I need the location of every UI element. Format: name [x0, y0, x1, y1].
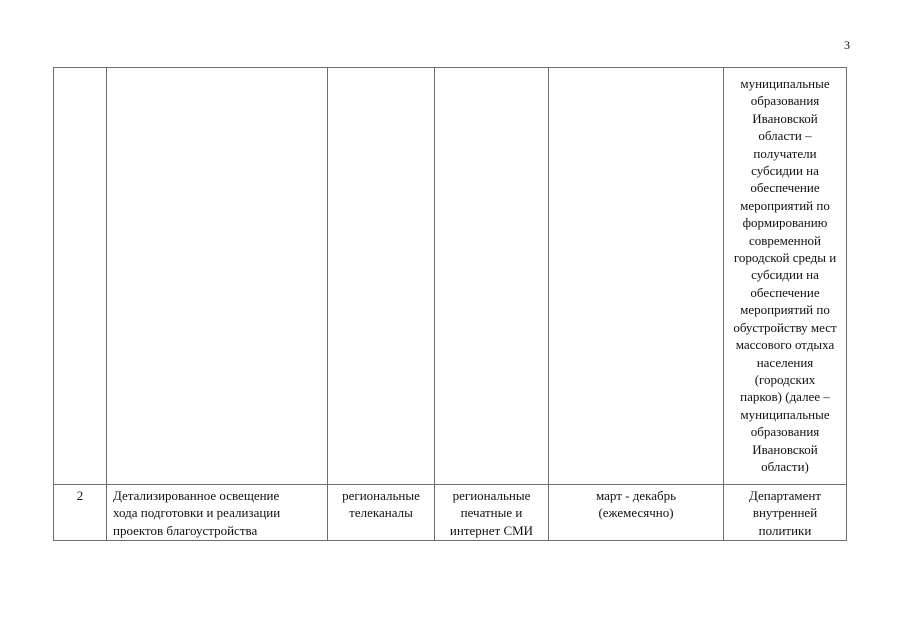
cell-period: [549, 485, 724, 541]
text-line: населения: [756, 354, 814, 370]
cell-tv-empty: [328, 68, 435, 485]
text-line: образования: [750, 93, 820, 109]
text-line: политики: [758, 522, 812, 538]
cell-activity: [107, 485, 328, 541]
cell-tv-channels: [328, 485, 435, 541]
text-line: март - декабрь: [595, 488, 677, 503]
text-line: формированию: [742, 215, 828, 231]
text-line: области): [761, 458, 809, 474]
text-line: мероприятий по: [740, 197, 830, 213]
text-line: внутренней: [752, 505, 818, 521]
text-line: региональные: [342, 488, 420, 503]
text-line: парков) (далее –: [740, 389, 830, 405]
text-line: муниципальные: [740, 76, 830, 91]
text-line: телеканалы: [349, 505, 413, 521]
text-line: образования: [750, 424, 820, 440]
text-line: проектов благоустройства: [113, 522, 258, 538]
cell-number-empty: [54, 68, 107, 485]
text-line: региональные: [452, 488, 531, 503]
text-line: обустройству мест: [733, 319, 837, 335]
text-line: субсидии на: [751, 267, 819, 283]
text-line: обеспечение: [750, 284, 820, 300]
cell-period-empty: [549, 68, 724, 485]
text-line: обеспечение: [750, 180, 820, 196]
text-line: Ивановской: [752, 110, 818, 126]
measures-table: [53, 67, 847, 541]
cell-number: 2: [54, 485, 107, 541]
text-line: Департамент: [748, 488, 822, 503]
cell-press-media: [435, 485, 549, 541]
text-line: области –: [758, 128, 812, 144]
table-row: [54, 485, 847, 541]
text-line: массового отдыха: [735, 337, 835, 353]
text-line: (городских: [754, 371, 816, 387]
text-line: Детализированное освещение: [113, 488, 280, 503]
text-line: городской среды и: [733, 250, 837, 266]
text-line: хода подготовки и реализации: [113, 505, 281, 521]
text-line: мероприятий по: [740, 302, 830, 318]
text-line: Ивановской: [752, 441, 818, 457]
table-row-continued: [54, 68, 847, 485]
cell-responsible: [724, 485, 847, 541]
text-line: печатные и: [460, 505, 523, 521]
text-line: (ежемесячно): [598, 505, 674, 521]
text-line: интернет СМИ: [449, 522, 534, 538]
text-line: муниципальные: [740, 406, 830, 422]
page-number: 3: [844, 38, 850, 52]
text-line: субсидии на: [751, 163, 819, 179]
cell-target-audience: [724, 68, 847, 485]
cell-activity-empty: [107, 68, 328, 485]
text-line: современной: [748, 232, 822, 248]
text-line: получатели: [753, 145, 817, 161]
cell-press-empty: [435, 68, 549, 485]
